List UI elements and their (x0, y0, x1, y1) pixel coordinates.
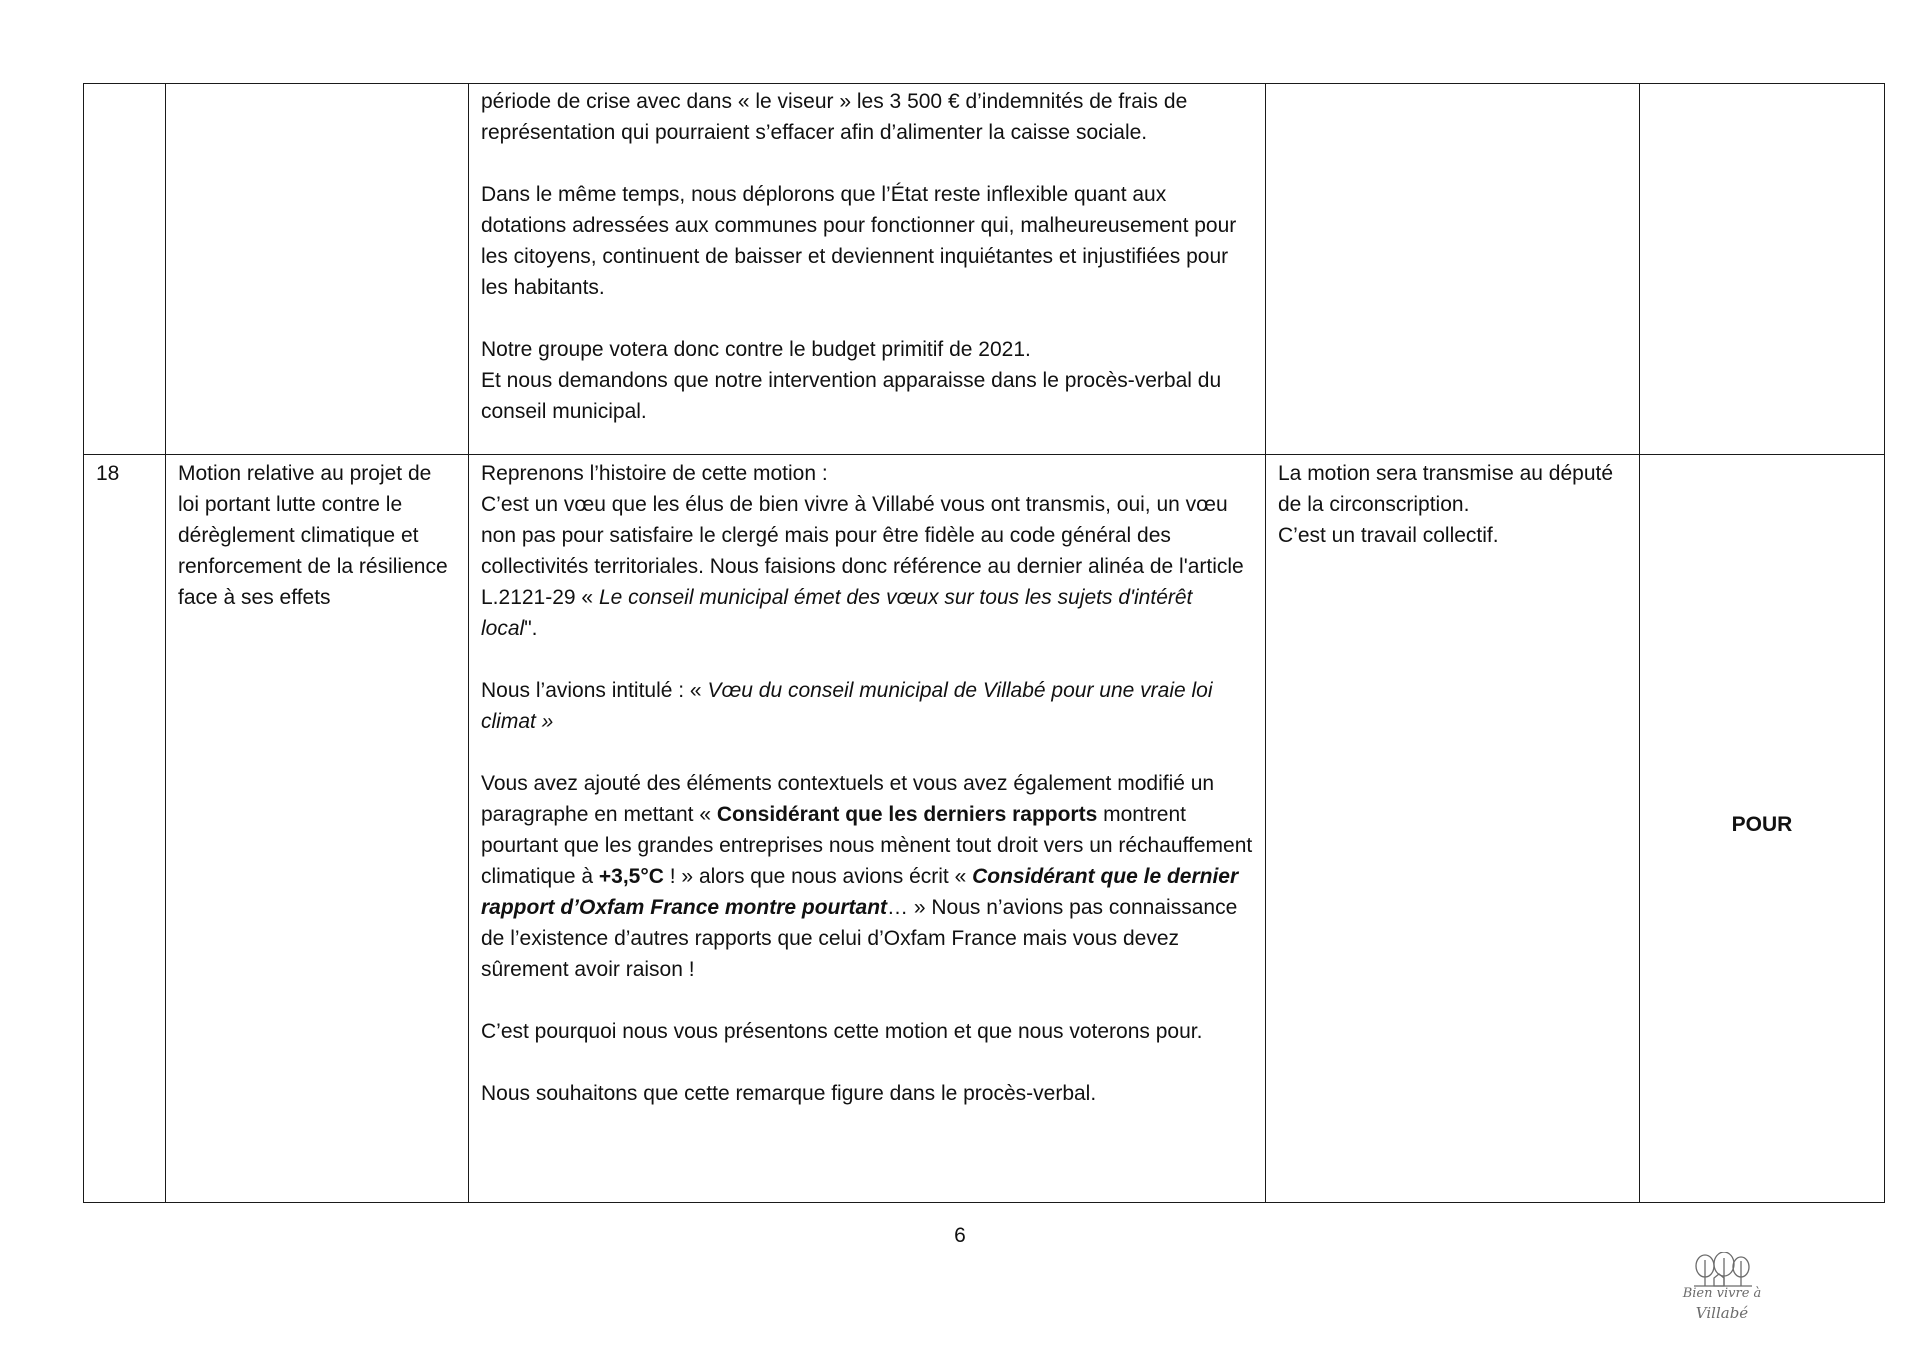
temperature-bold: +3,5°C (598, 865, 664, 888)
page-number: 6 (954, 1224, 966, 1247)
table-row (84, 455, 1885, 1203)
paragraph: C’est un travail collectif. (1278, 524, 1499, 547)
paragraph: Dans le même temps, nous déplorons que l’État reste inflexible quant aux dotations adressées aux communes pour fonctionner qui, malheureusement pour les citoyens, continuent de baisser et deviennent inquiétantes et injustifiées pour les habitants. (481, 183, 1237, 299)
subject-cell: Motion relative au projet de loi portant lutte contre le dérèglement climatique et renforcement de la résilience face à ses effets (166, 455, 469, 1203)
subject-cell (166, 84, 469, 455)
answer-cell (1266, 455, 1640, 1203)
paragraph: Nous souhaitons que cette remarque figure dans le procès-verbal. (481, 1082, 1097, 1105)
paragraph: C’est pourquoi nous vous présentons cette motion et que nous voterons pour. (481, 1020, 1203, 1043)
minutes-table (83, 83, 1885, 1203)
intervention-cell (469, 84, 1266, 455)
paragraph: période de crise avec dans « le viseur » les 3 500 € d’indemnités de frais de représentation qui pourraient s’effacer afin d’alimenter la caisse sociale. (481, 90, 1188, 144)
quote-bold-italic: Considérant que le dernier rapport d’Oxfam France montre pourtant (481, 865, 1239, 919)
text-run: montrent pourtant que les grandes entreprises nous mènent tout droit vers un réchauffement climatique à (481, 803, 1253, 888)
table-row (84, 84, 1885, 455)
paragraph: Reprenons l’histoire de cette motion : (481, 462, 828, 485)
vote-result: POUR (1731, 813, 1793, 836)
quote-italic: Le conseil municipal émet des vœux sur tous les sujets d'intérêt local (481, 586, 1193, 640)
text-run: Vous avez ajouté des éléments contextuels et vous avez également modifié un paragraphe en mettant « (481, 772, 1215, 826)
text-run: ! » alors que nous avions écrit « (663, 865, 973, 888)
logo-text-line1: Bien vivre à (1682, 1286, 1762, 1301)
logo-text-line2: Villabé (1695, 1304, 1749, 1322)
intervention-cell (469, 455, 1266, 1203)
vote-cell (1640, 84, 1885, 455)
paragraph: Et nous demandons que notre intervention apparaisse dans le procès-verbal du conseil municipal. (481, 369, 1222, 423)
paragraph (481, 489, 1253, 644)
paragraph: Notre groupe votera donc contre le budget primitif de 2021. (481, 338, 1031, 361)
vote-cell (1640, 455, 1885, 1203)
text-run: ". (524, 617, 538, 640)
text-run: Nous l’avions intitulé : « (481, 679, 708, 702)
paragraph: La motion sera transmise au député de la circonscription. (1278, 462, 1614, 516)
paragraph (481, 675, 1253, 737)
number-cell: 18 (84, 455, 166, 1203)
quote-bold: Considérant que les derniers rapports (716, 803, 1098, 826)
paragraph (481, 768, 1253, 985)
answer-cell (1266, 84, 1640, 455)
text-run: … » Nous n’avions pas connaissance de l’existence d’autres rapports que celui d’Oxfam France mais vous devez sûrement avoir raison ! (481, 896, 1238, 981)
quote-italic: Vœu du conseil municipal de Villabé pour une vraie loi climat » (481, 679, 1213, 733)
bien-vivre-logo (1672, 1252, 1772, 1332)
text-run: C’est un vœu que les élus de bien vivre à Villabé vous ont transmis, oui, un vœu non pas pour satisfaire le clergé mais pour être fidèle au code général des collectivités territoriales. Nous faisions donc référence au dernier alinéa de l'article L.2121-29 « (481, 493, 1244, 609)
number-cell (84, 84, 166, 455)
